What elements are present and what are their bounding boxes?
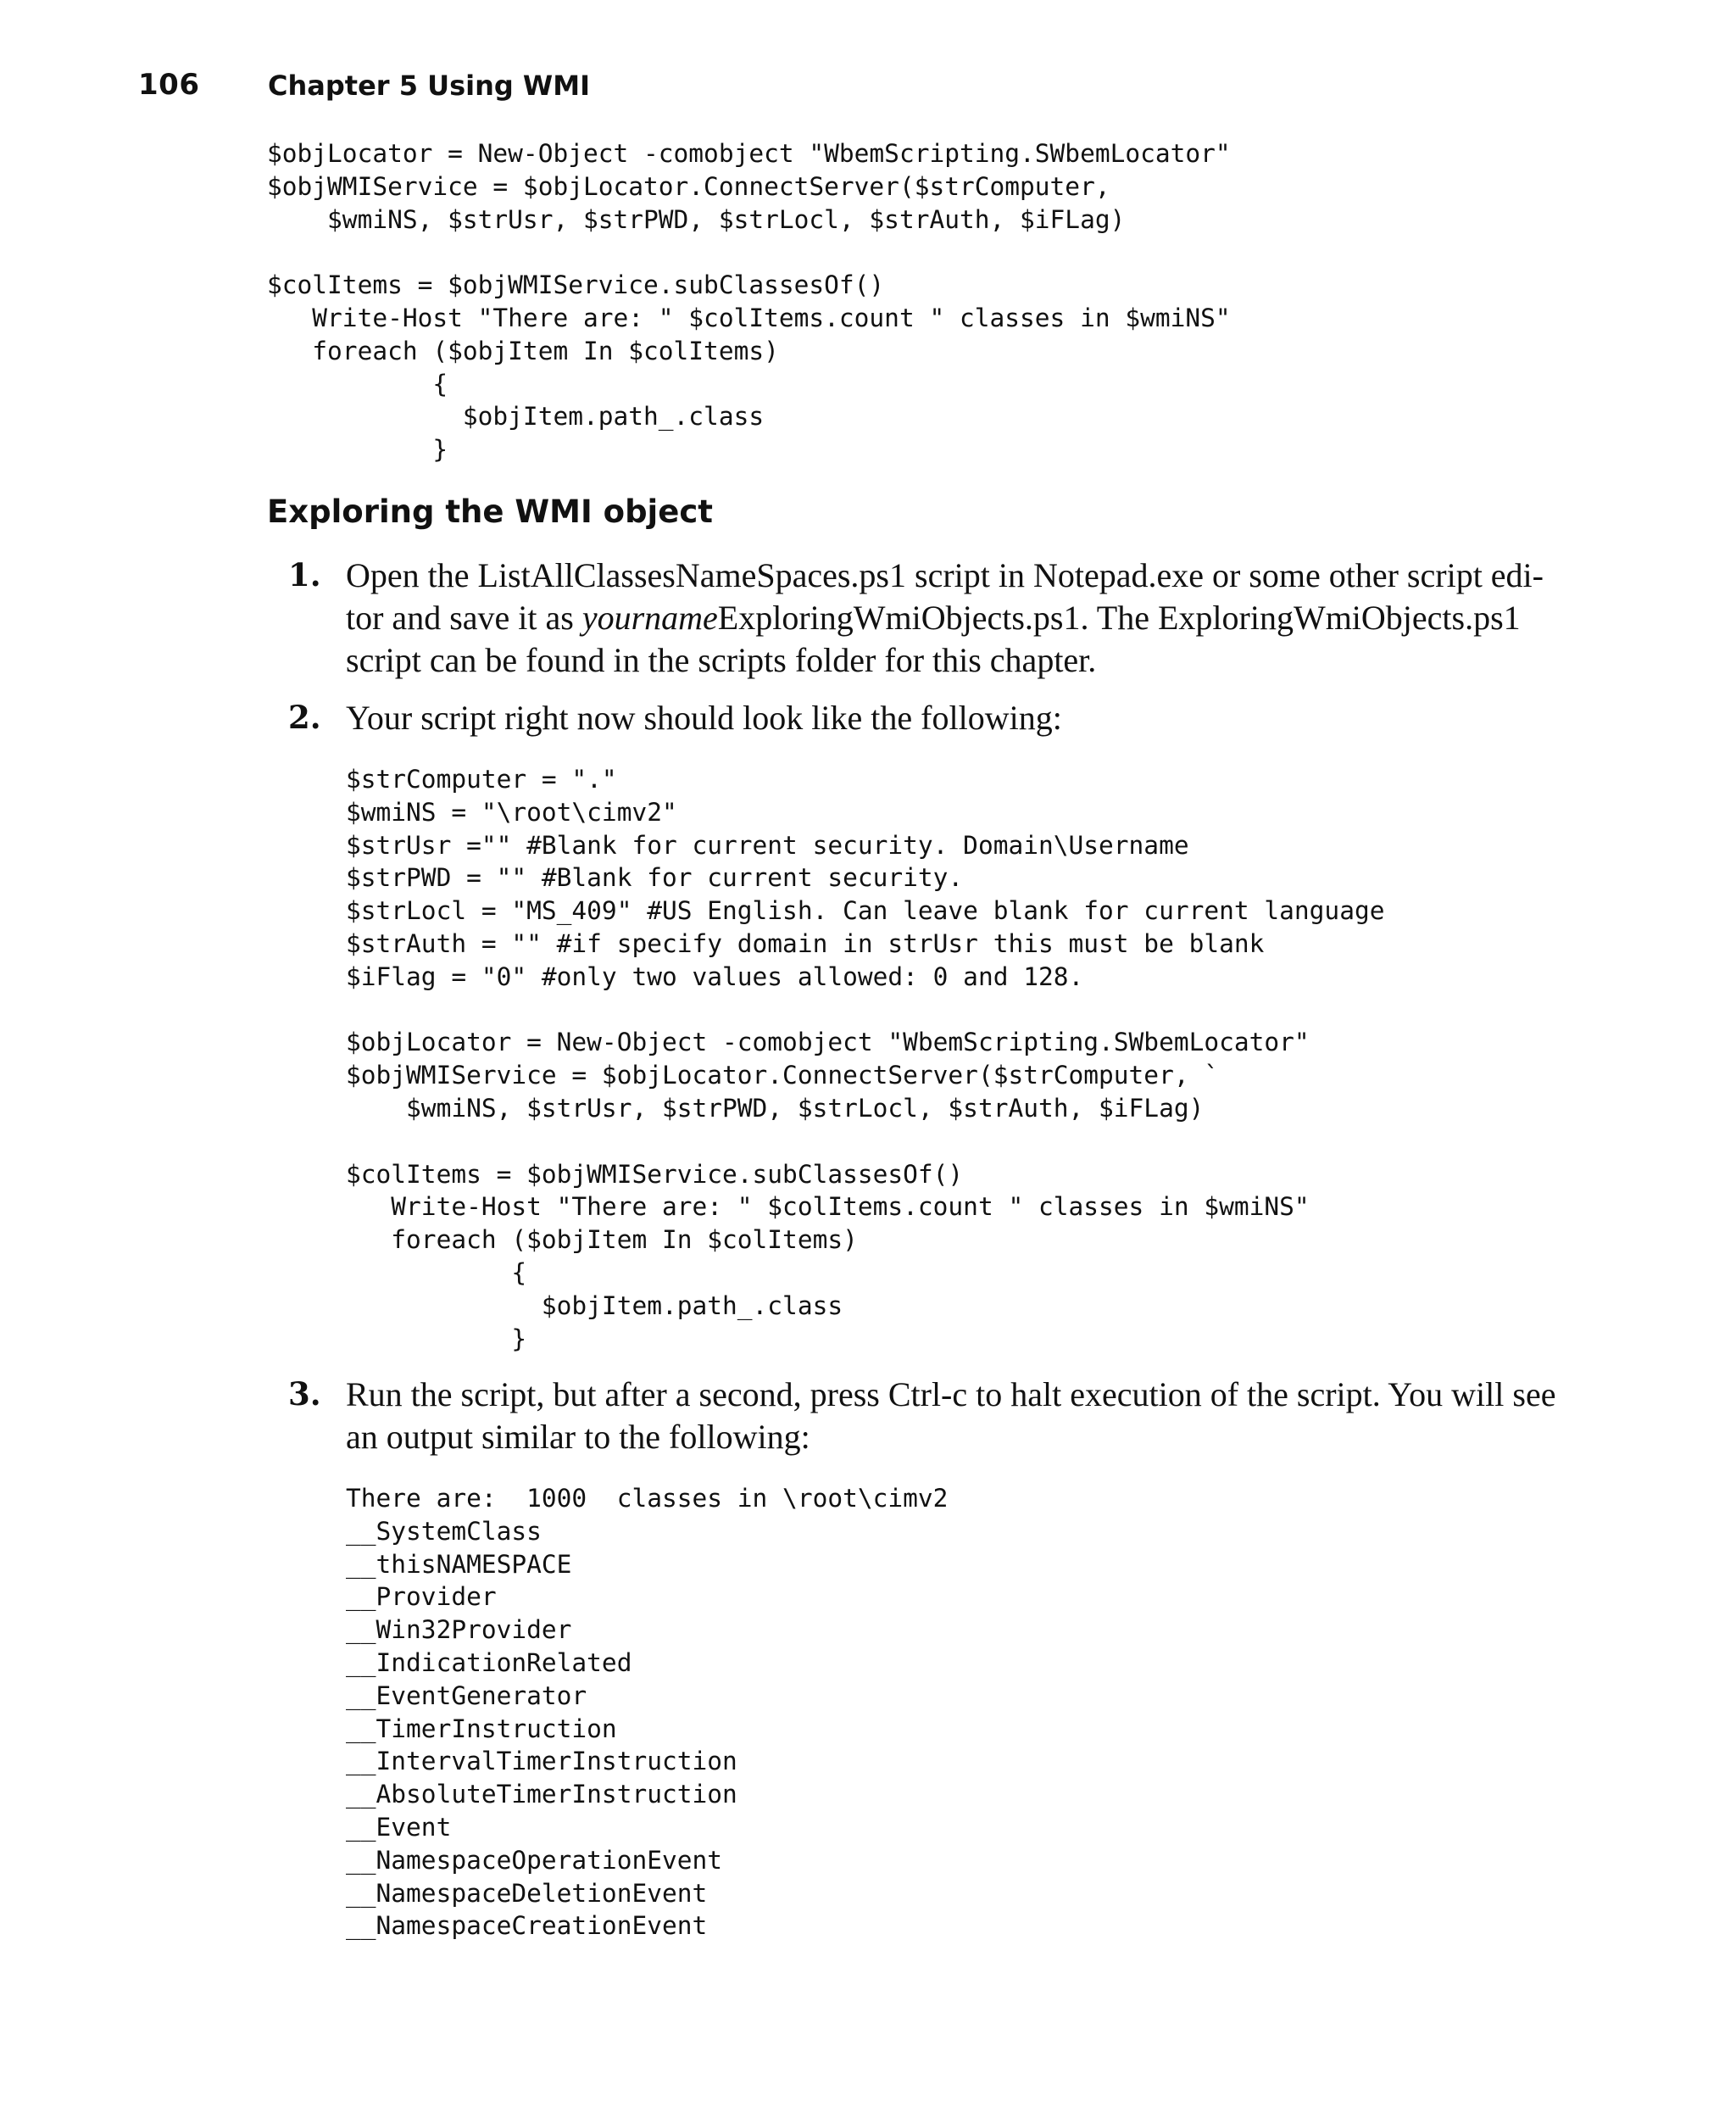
code-line: $objLocator = New-Object -comobject "WbemScripting.SWbemLocator": [346, 1028, 1310, 1057]
step-1-italic-yourname: yourname: [581, 599, 718, 637]
step-1-line-2-start: tor and save it as: [346, 599, 582, 637]
code-line: $wmiNS = "\root\cimv2": [346, 797, 677, 827]
code-line: }: [346, 1324, 527, 1353]
code-line: Write-Host "There are: " $colItems.count " classes in $wmiNS": [346, 1192, 1310, 1222]
code-line: $wmiNS, $strUsr, $strPWD, $strLocl, $strAuth, $iFLag): [267, 204, 1126, 234]
step-text-1: [346, 555, 1544, 682]
code-line: __SystemClass: [346, 1516, 542, 1546]
code-line: __thisNAMESPACE: [346, 1549, 572, 1579]
code-line: $objItem.path_.class: [346, 1290, 843, 1320]
code-line: }: [267, 435, 448, 465]
step-number-1: 1.: [288, 556, 321, 594]
code-line: $objWMIService = $objLocator.ConnectServer($strComputer,: [267, 171, 1110, 201]
code-line: __Event: [346, 1812, 452, 1842]
code-line: __Provider: [346, 1582, 497, 1612]
step-1-line-1: Open the ListAllClassesNameSpaces.ps1 script in Notepad.exe or some other script edi-: [346, 556, 1544, 594]
step-text-2: [346, 697, 1062, 739]
code-line: __NamespaceOperationEvent: [346, 1845, 723, 1875]
step-1-line-2: [346, 597, 1544, 639]
code-line: There are: 1000 classes in \root\cimv2: [346, 1484, 949, 1513]
code-line: $objWMIService = $objLocator.ConnectServer($strComputer, `: [346, 1061, 1220, 1090]
code-line: __NamespaceDeletionEvent: [346, 1878, 708, 1908]
code-line: __IntervalTimerInstruction: [346, 1747, 737, 1776]
code-line: $colItems = $objWMIService.subClassesOf(): [267, 270, 885, 300]
code-line: {: [346, 1257, 527, 1287]
code-line: foreach ($objItem In $colItems): [346, 1225, 858, 1255]
code-line: $strLocl = "MS_409" #US English. Can leave blank for current language: [346, 896, 1385, 926]
code-line: $wmiNS, $strUsr, $strPWD, $strLocl, $strAuth, $iFLag): [346, 1093, 1205, 1123]
code-line: $objLocator = New-Object -comobject "WbemScripting.SWbemLocator": [267, 139, 1231, 168]
step-1-line-2-end: ExploringWmiObjects.ps1. The ExploringWmiObjects.ps1: [717, 599, 1521, 637]
code-line: [346, 1125, 1384, 1158]
step-number-2: 2.: [288, 699, 321, 736]
step-2-line-1: Your script right now should look like the following:: [346, 699, 1062, 737]
code-line: $iFlag = "0" #only two values allowed: 0 and 128.: [346, 961, 1084, 991]
step-1-line-3: script can be found in the scripts folder for this chapter.: [346, 641, 1097, 679]
page-number: 106: [138, 68, 200, 102]
code-line: foreach ($objItem In $colItems): [267, 336, 779, 365]
code-line: $colItems = $objWMIService.subClassesOf(): [346, 1159, 964, 1189]
code-line: [346, 994, 1384, 1027]
code-line: $strComputer = ".": [346, 765, 617, 794]
code-line: [267, 236, 1231, 269]
step-number-3: 3.: [288, 1375, 321, 1413]
code-line: $strAuth = "" #if specify domain in strUsr this must be blank: [346, 928, 1265, 958]
code-line: __AbsoluteTimerInstruction: [346, 1780, 737, 1809]
chapter-title: Chapter 5 Using WMI: [268, 70, 590, 102]
code-line: __Win32Provider: [346, 1615, 572, 1645]
code-line: Write-Host "There are: " $colItems.count " classes in $wmiNS": [267, 303, 1231, 332]
code-line: __NamespaceCreationEvent: [346, 1911, 708, 1941]
code-line: $strUsr ="" #Blank for current security. Domain\Username: [346, 830, 1189, 860]
code-output-listing: [346, 1482, 948, 1942]
code-line: $objItem.path_.class: [267, 402, 765, 432]
code-listing-script: [346, 763, 1384, 1355]
code-listing-connect: [267, 137, 1231, 466]
code-line: __EventGenerator: [346, 1680, 587, 1710]
code-line: {: [267, 369, 448, 399]
code-line: $strPWD = "" #Blank for current security.: [346, 863, 964, 893]
code-line: __TimerInstruction: [346, 1714, 617, 1743]
step-3-line-2: an output similar to the following:: [346, 1418, 810, 1456]
step-text-3: [346, 1374, 1555, 1458]
step-3-line-1: Run the script, but after a second, press Ctrl-c to halt execution of the script. You will see: [346, 1375, 1556, 1413]
section-heading: Exploring the WMI object: [267, 493, 713, 530]
code-line: __IndicationRelated: [346, 1647, 632, 1677]
